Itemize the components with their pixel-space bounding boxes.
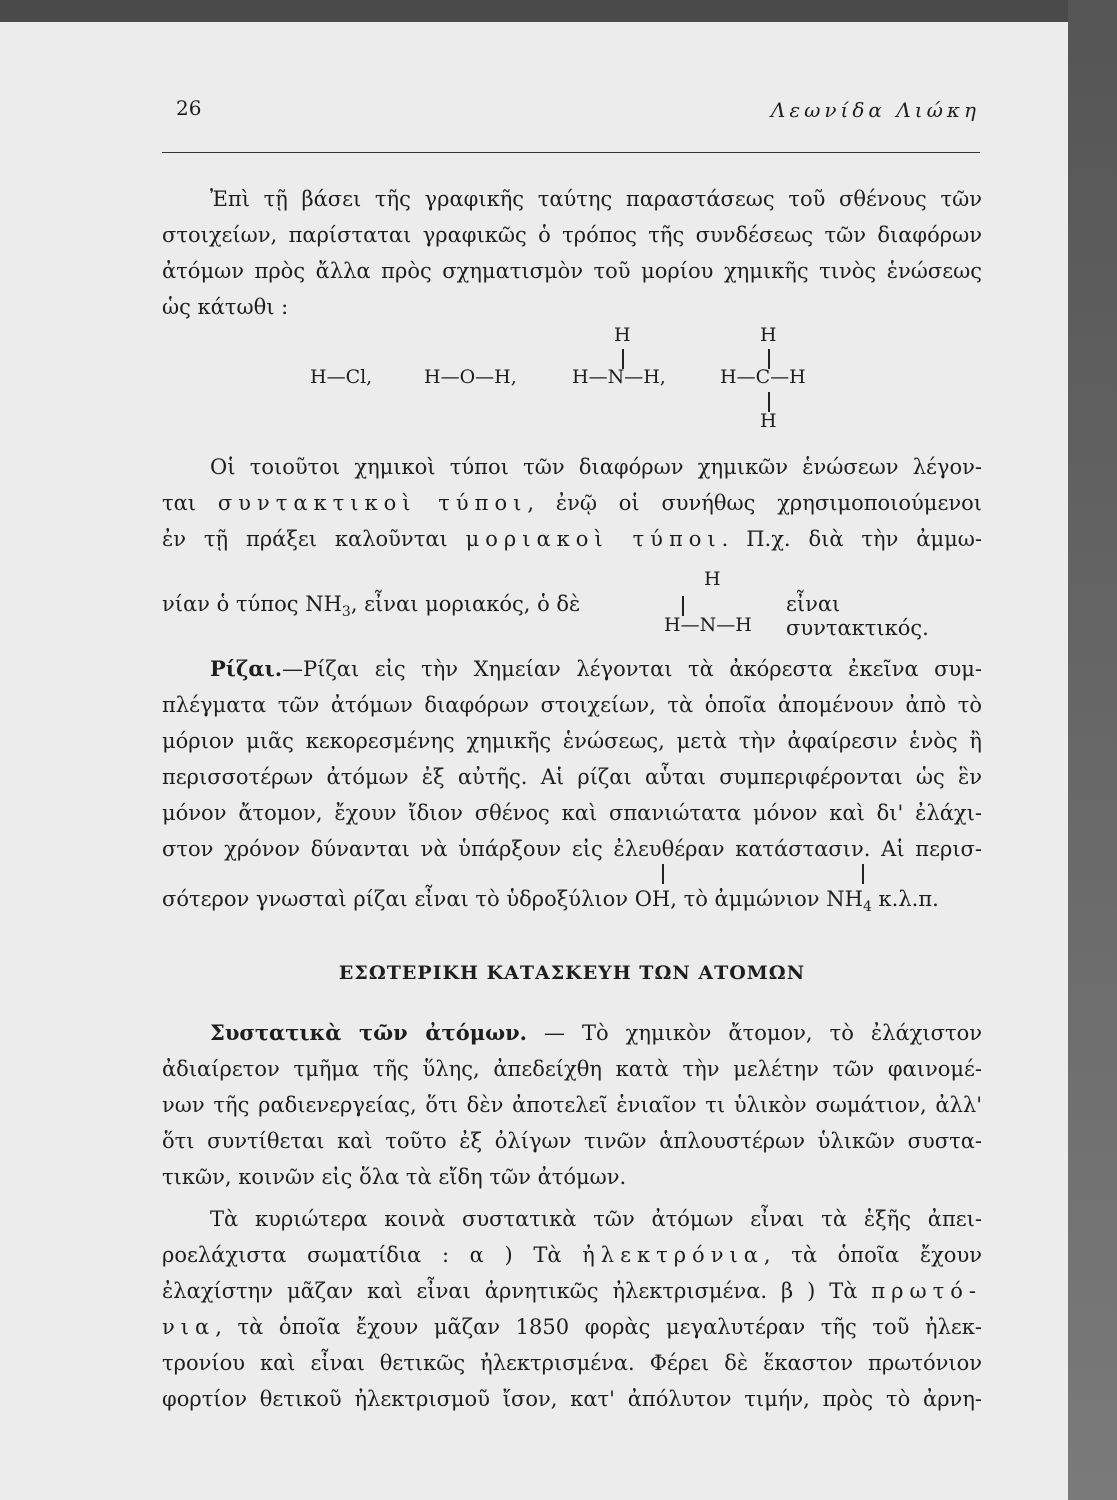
formula-hcl: H—Cl, xyxy=(310,366,373,388)
text-span: ται xyxy=(162,491,197,515)
text-span: . Π.χ. διὰ τὴν ἀμμω- xyxy=(721,527,982,551)
text-line: ὡς κάτωθι : xyxy=(162,295,289,319)
text-line: μόνον ἄτομον, ἔχουν ἴδιον σθένος καὶ σπανιώτατα μόνον καὶ δι' ἐλάχι- xyxy=(162,801,982,825)
text-line: Ἐπὶ τῇ βάσει τῆς γραφικῆς ταύτης παραστάσεως τοῦ σθένους τῶν xyxy=(210,187,982,211)
text-line: ὅτι συντίθεται καὶ τοῦτο ἐξ ὀλίγων τινῶν ἁπλουστέρων ὑλικῶν συστα- xyxy=(162,1129,982,1153)
text-line: ἀδιαίρετον τμῆμα τῆς ὕλης, ἀπεδείχθη κατὰ τὴν μελέτην τῶν φαινομέ- xyxy=(162,1057,982,1081)
text-line: τικῶν, κοινῶν εἰς ὅλα τὰ εἴδη τῶν ἀτόμων. xyxy=(162,1165,627,1189)
text-line xyxy=(162,1018,982,1048)
text-span xyxy=(162,592,580,620)
text-line xyxy=(162,1240,982,1270)
text-span: , ἐνῷ οἱ συνήθως χρησιμοποιούμενοι xyxy=(527,491,982,515)
bond-line xyxy=(768,392,770,412)
page-header xyxy=(162,96,980,153)
text-line: Τὰ κυριώτερα κοινὰ συστατικὰ τῶν ἀτόμων εἶναι τὰ ἑξῆς ἀπει- xyxy=(210,1207,982,1231)
text-span: , τὸ ἀμμώνιον xyxy=(670,887,820,911)
text-span: κ.λ.π. xyxy=(878,887,939,911)
section-title: ΕΣΩΤΕΡΙΚΗ ΚΑΤΑΣΚΕΥΗ ΤΩΝ ΑΤΟΜΩΝ xyxy=(338,962,806,984)
spaced-term: τύποι xyxy=(438,491,528,515)
text-line: ἀτόμων πρὸς ἄλλα πρὸς σχηματισμὸν τοῦ μορίου χημικῆς τινὸς ἑνώσεως xyxy=(162,259,982,283)
bond-line xyxy=(682,596,684,616)
text-span: , τὰ ὁποῖα ἔχουν xyxy=(763,1243,982,1267)
spaced-term: μοριακοὶ τύποι xyxy=(465,527,722,551)
formula-nh4: NH xyxy=(826,887,863,911)
subscript: 3 xyxy=(341,604,351,621)
text-span: ἐν τῇ πράξει καλοῦνται xyxy=(162,527,448,551)
text-line: στον χρόνον δύνανται νὰ ὑπάρξουν εἰς ἐλευθέραν κατάστασιν. Αἱ περισ- xyxy=(162,837,982,861)
formula-methane-bottom: H xyxy=(760,410,777,432)
formula-methane-top: H xyxy=(760,324,777,346)
text-line xyxy=(162,654,982,684)
formula-ammonia-structural: H—N—H xyxy=(664,614,752,636)
text-span: —Ρίζαι εἰς τὴν Χημείαν λέγονται τὰ ἀκόρεστα ἐκεῖνα συμ- xyxy=(282,657,982,681)
text-span: ροελάχιστα σωματίδια : α ) Τὰ xyxy=(162,1243,562,1267)
text-span: , τὰ ὁποῖα ἔχουν μᾶζαν 1850 φορὰς μεγαλυτέραν τῆς τοῦ ἠλεκ- xyxy=(215,1315,982,1339)
text-line xyxy=(162,524,982,554)
text-span: ἐλαχίστην μᾶζαν καὶ εἶναι ἀρνητικῶς ἠλεκτρισμένα. β ) Τὰ xyxy=(162,1279,858,1303)
formula-ammonia-top: H xyxy=(614,324,631,346)
formula-methane: H—C—H xyxy=(720,366,806,388)
text-span: , εἶναι μοριακός, ὁ δὲ xyxy=(350,592,581,616)
spaced-term: συντακτικοὶ xyxy=(217,491,417,515)
text-line: στοιχείων, παρίσταται γραφικῶς ὁ τρόπος τῆς συνδέσεως τῶν διαφόρων xyxy=(162,223,982,247)
formula-top: H xyxy=(704,568,721,590)
text-line: τρονίου καὶ εἶναι θετικῶς ἠλεκτρισμένα. Φέρει δὲ ἕκαστον πρωτόνιον xyxy=(162,1351,982,1375)
subscript: 4 xyxy=(862,899,872,916)
bond-line xyxy=(662,864,664,884)
bond-line xyxy=(862,864,864,884)
text-span: εἶναι συντακτικός. xyxy=(786,592,929,640)
formula-water: H—O—H, xyxy=(424,366,517,388)
text-line: μόριον μιᾶς κεκορεσμένης χημικῆς ἑνώσεως, μετὰ τὴν ἀφαίρεσιν ἑνὸς ἢ xyxy=(162,729,982,753)
text-line: πλέγματα τῶν ἀτόμων διαφόρων στοιχείων, τὰ ὁποῖα ἀπομένουν ἀπὸ τὸ xyxy=(162,693,982,717)
text-line xyxy=(162,884,982,922)
text-span: — Τὸ χημικὸν ἄτομον, τὸ ἐλάχιστον xyxy=(526,1021,982,1045)
spaced-term: πρωτό- xyxy=(871,1279,982,1303)
text-line xyxy=(162,488,982,518)
paragraph-heading: Συστατικὰ τῶν ἀτόμων. xyxy=(210,1020,527,1045)
formula-oh: OH xyxy=(634,887,671,911)
text-span: νίαν ὁ τύπος NH xyxy=(162,592,342,616)
formula-ammonia: H—N—H, xyxy=(572,366,666,388)
text-span: σότερον γνωσταὶ ρίζαι εἶναι τὸ ὑδροξύλιον xyxy=(162,887,629,911)
text-line xyxy=(162,1312,982,1342)
text-line: νων τῆς ραδιενεργείας, ὅτι δὲν ἀποτελεῖ ἑνιαῖον τι ὑλικὸν σωμάτιον, ἀλλ' xyxy=(162,1093,982,1117)
text-line: Οἱ τοιοῦτοι χημικοὶ τύποι τῶν διαφόρων χημικῶν ἑνώσεων λέγον- xyxy=(210,455,982,479)
text-line: περισσοτέρων ἀτόμων ἐξ αὐτῆς. Αἱ ρίζαι αὗται συμπεριφέρονται ὡς ἓν xyxy=(162,765,982,789)
scan-border-top xyxy=(0,0,1117,22)
running-title: Λεωνίδα Λιώκη xyxy=(770,98,980,122)
spaced-term: νια xyxy=(162,1315,216,1339)
text-line xyxy=(162,1276,982,1306)
text-line: φορτίον θετικοῦ ἠλεκτρισμοῦ ἴσον, κατ' ἀπόλυτον τιμήν, πρὸς τὸ ἀρνη- xyxy=(162,1387,982,1411)
book-page xyxy=(0,22,1068,1500)
spaced-term: ἠλεκτρόνια xyxy=(582,1243,764,1267)
page-number: 26 xyxy=(176,96,202,120)
scan-border-right xyxy=(1068,0,1117,1500)
paragraph-heading: Ρίζαι. xyxy=(210,656,283,681)
